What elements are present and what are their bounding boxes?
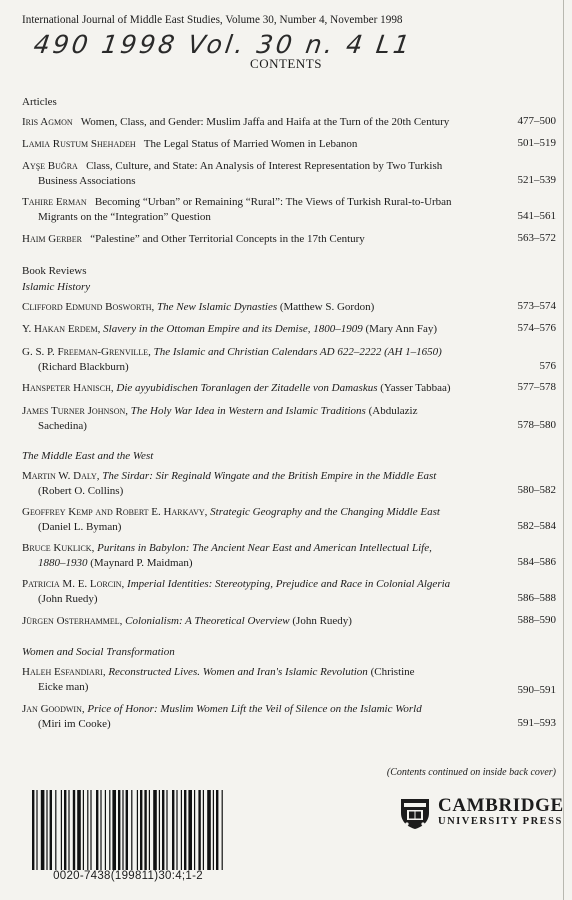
barcode-bar xyxy=(172,790,174,870)
barcode xyxy=(30,790,226,872)
barcode-bar xyxy=(144,790,146,870)
page-range: 541–561 xyxy=(517,210,556,222)
page-range: 574–576 xyxy=(517,322,556,334)
review-entry[interactable]: Martin W. Daly, The Sirdar: Sir Reginald Wingate and the British Empire in the Middle East (Robert O. Collins) xyxy=(22,470,437,497)
barcode-bar xyxy=(122,790,123,870)
cambridge-crest-icon xyxy=(398,796,432,830)
journal-title: International Journal of Middle East Studies, Volume 30, Number 4, November 1998 xyxy=(22,14,403,26)
page-range: 577–578 xyxy=(517,381,556,393)
review-entry[interactable]: G. S. P. Freeman-Grenville, The Islamic and Christian Calendars AD 622–2222 (AH 1–1650) (Richard Blackburn) xyxy=(22,346,442,373)
barcode-bar xyxy=(137,790,138,870)
review-entry[interactable]: James Turner Johnson, The Holy War Idea in Western and Islamic Traditions (Abdulaziz Sachedina) xyxy=(22,405,418,432)
barcode-bar xyxy=(41,790,45,870)
contents-continued-note: (Contents continued on inside back cover) xyxy=(386,767,556,778)
barcode-bar xyxy=(77,790,81,870)
page-range: 582–584 xyxy=(517,520,556,532)
page-range: 576 xyxy=(539,360,556,372)
barcode-bar xyxy=(50,790,52,870)
review-entry[interactable]: Geoffrey Kemp and Robert E. Harkavy, Strategic Geography and the Changing Middle East (Daniel L. Byman) xyxy=(22,506,440,533)
page-edge xyxy=(563,0,564,900)
barcode-bar xyxy=(96,790,98,870)
page-range: 573–574 xyxy=(517,300,556,312)
barcode-bar xyxy=(207,790,211,870)
barcode-bar xyxy=(100,790,101,870)
barcode-bar xyxy=(162,790,164,870)
section-middle-east-west: The Middle East and the West xyxy=(22,450,154,462)
handwritten-note: 490 1998 Vol. 30 n. 4 L1 xyxy=(31,30,415,59)
barcode-bar xyxy=(90,790,91,870)
review-entry[interactable]: Y. Hakan Erdem, Slavery in the Ottoman Empire and its Demise, 1800–1909 (Mary Ann Fay) xyxy=(22,323,438,335)
article-entry[interactable]: Lamia Rustum Shehadeh The Legal Status of Married Women in Lebanon xyxy=(22,138,358,150)
barcode-bar xyxy=(194,790,195,870)
barcode-bar xyxy=(153,790,157,870)
barcode-bar xyxy=(149,790,150,870)
barcode-bar xyxy=(55,790,56,870)
journal-issue: Volume 30, Number 4, November 1998 xyxy=(222,14,403,26)
barcode-bar xyxy=(32,790,34,870)
page-range: 578–580 xyxy=(517,419,556,431)
barcode-bar xyxy=(188,790,192,870)
barcode-bar xyxy=(109,790,110,870)
barcode-bar xyxy=(176,790,177,870)
page-range: 588–590 xyxy=(517,614,556,626)
barcode-bar xyxy=(68,790,69,870)
page-range: 501–519 xyxy=(517,137,556,149)
contents-title: CONTENTS xyxy=(250,56,322,71)
page-range: 590–591 xyxy=(517,684,556,696)
barcode-bar xyxy=(36,790,37,870)
page-range: 477–500 xyxy=(517,115,556,127)
page-range: 584–586 xyxy=(517,556,556,568)
barcode-bar xyxy=(105,790,106,870)
barcode-bar xyxy=(73,790,75,870)
barcode-bar xyxy=(61,790,62,870)
page-range: 521–539 xyxy=(517,174,556,186)
book-reviews-heading: Book Reviews xyxy=(22,265,87,277)
article-entry[interactable]: Iris Agmon Women, Class, and Gender: Muslim Jaffa and Haifa at the Turn of the 20th Century xyxy=(22,116,450,128)
barcode-bar xyxy=(140,790,142,870)
barcode-bar xyxy=(166,790,167,870)
publisher-subtitle: UNIVERSITY PRESS xyxy=(438,816,563,827)
review-entry[interactable]: Bruce Kuklick, Puritans in Babylon: The Ancient Near East and American Intellectual Life, 1880–1930 (Maynard P. Maidman) xyxy=(22,542,432,569)
review-entry[interactable]: Jan Goodwin, Price of Honor: Muslim Women Lift the Veil of Silence on the Islamic World (Miri im Cooke) xyxy=(22,703,422,730)
page-range: 586–588 xyxy=(517,592,556,604)
barcode-bar xyxy=(184,790,186,870)
review-entry[interactable]: Hanspeter Hanisch, Die ayyubidischen Toranlagen der Zitadelle von Damaskus (Yasser Tabbaa) xyxy=(22,382,451,394)
barcode-bar xyxy=(222,790,223,870)
barcode-bar xyxy=(46,790,47,870)
barcode-bar xyxy=(87,790,88,870)
article-entry[interactable]: Ayşe Buğra Class, Culture, and State: An Analysis of Interest Representation by Two Turkish Business Associations xyxy=(22,160,443,187)
review-entry[interactable]: Clifford Edmund Bosworth, The New Islamic Dynasties (Matthew S. Gordon) xyxy=(22,301,375,313)
barcode-bar xyxy=(198,790,200,870)
article-entry[interactable]: Haim Gerber “Palestine” and Other Territorial Concepts in the 17th Century xyxy=(22,233,365,245)
section-islamic-history: Islamic History xyxy=(22,281,91,293)
review-entry[interactable]: Jürgen Osterhammel, Colonialism: A Theoretical Overview (John Ruedy) xyxy=(22,615,352,627)
barcode-bar xyxy=(112,790,116,870)
article-entry[interactable]: Tahire Erman Becoming “Urban” or Remaining “Rural”: The Views of Turkish Rural-to-Urban Migrants on the “Integration” Question xyxy=(22,196,452,223)
barcode-bar xyxy=(131,790,132,870)
barcode-bar xyxy=(159,790,160,870)
articles-heading: Articles xyxy=(22,96,57,108)
page-range: 591–593 xyxy=(517,717,556,729)
barcode-bar xyxy=(118,790,120,870)
barcode-bar xyxy=(213,790,214,870)
barcode-bar xyxy=(83,790,84,870)
page-range: 580–582 xyxy=(517,484,556,496)
review-entry[interactable]: Patricia M. E. Lorcin, Imperial Identities: Stereotyping, Prejudice and Race in Colonial Algeria (John Ruedy) xyxy=(22,578,451,605)
barcode-bar xyxy=(203,790,204,870)
barcode-bar xyxy=(216,790,218,870)
barcode-number: 0020-7438(199811)30:4;1-2 xyxy=(53,870,203,882)
barcode-bar xyxy=(126,790,128,870)
section-women-social: Women and Social Transformation xyxy=(22,646,175,658)
barcode-bar xyxy=(181,790,182,870)
barcode-bar xyxy=(64,790,66,870)
review-entry[interactable]: Haleh Esfandiari, Reconstructed Lives. Women and Iran's Islamic Revolution (Christine Eicke man) xyxy=(22,666,415,693)
publisher-name: CAMBRIDGE xyxy=(438,795,564,816)
page-range: 563–572 xyxy=(517,232,556,244)
